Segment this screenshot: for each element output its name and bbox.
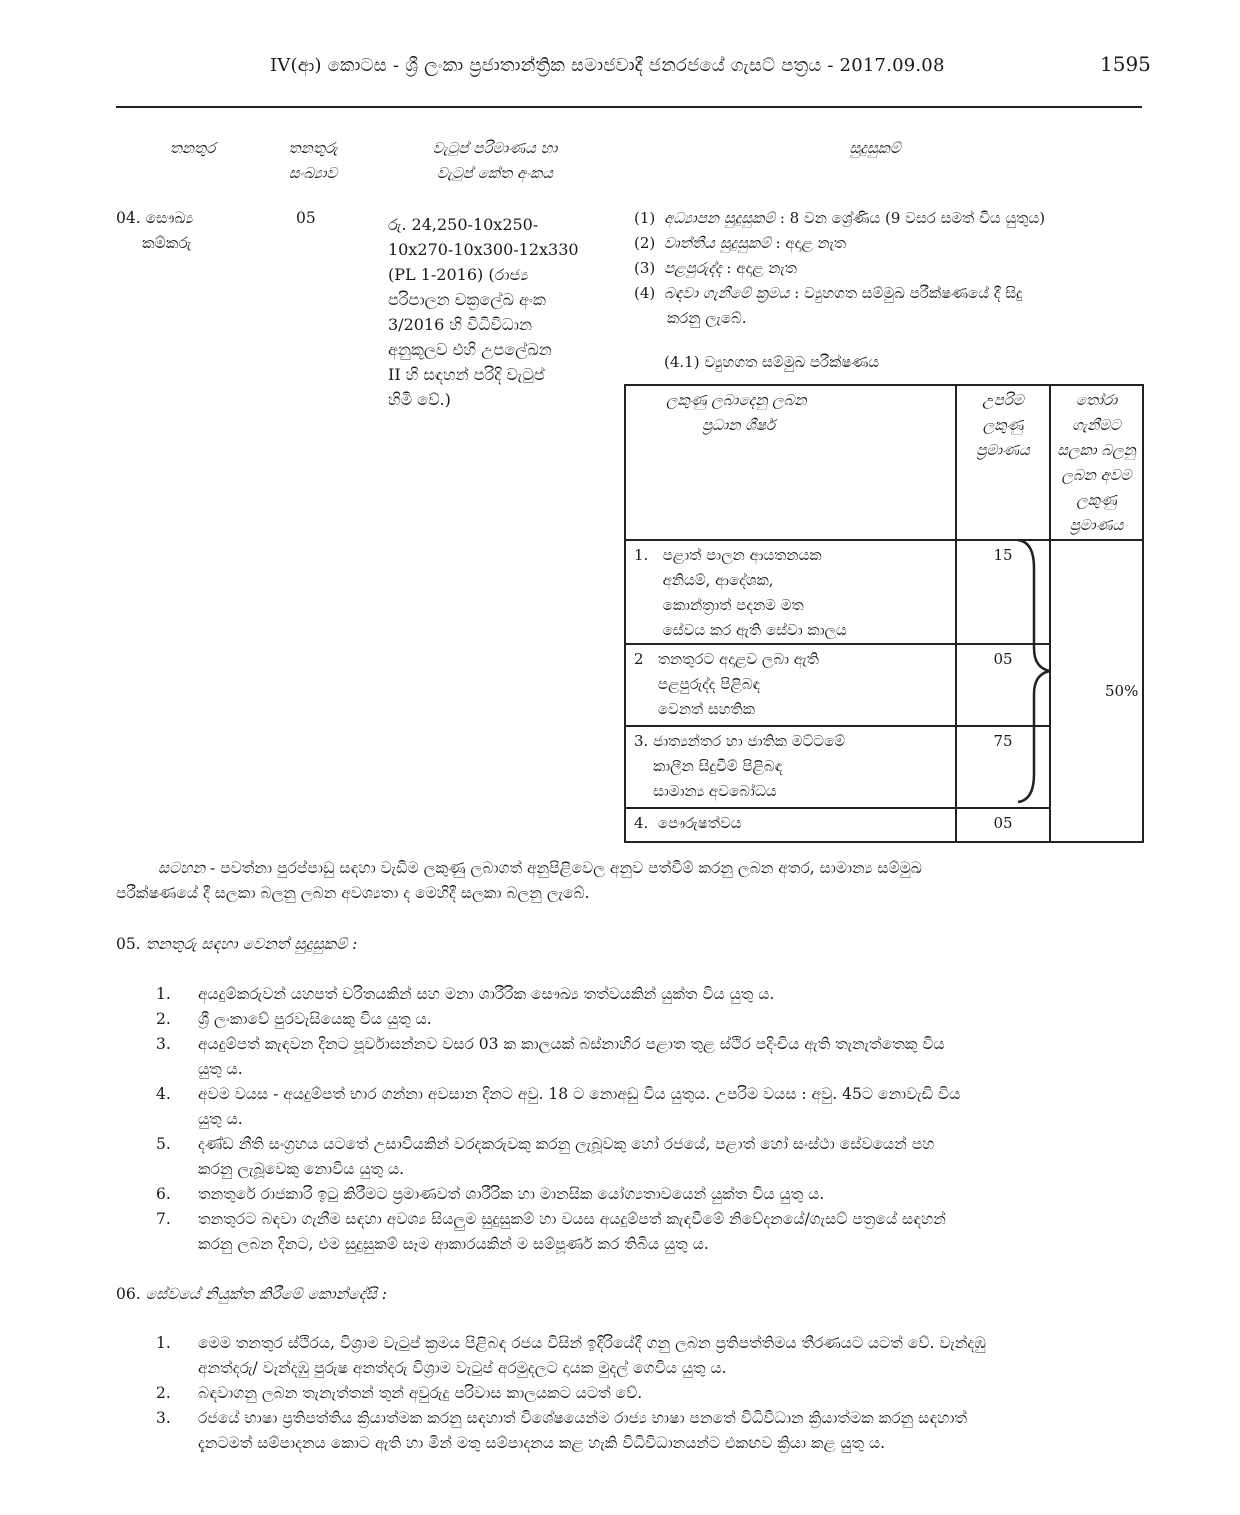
post-name xyxy=(116,206,236,256)
marks-row-criteria xyxy=(625,808,956,842)
curly-brace-icon xyxy=(1014,538,1054,804)
list-item xyxy=(116,1381,1146,1406)
note-label: සටහන xyxy=(158,859,206,877)
marks-criteria-line: පළපුරුද්ද පිළිබඳ xyxy=(634,675,761,693)
list-item xyxy=(116,1032,1146,1082)
col-head-post: තනතුර xyxy=(169,139,216,157)
salary-line: අනුකූලව එහි උපලේඛන xyxy=(388,340,552,359)
section-05-list xyxy=(116,982,1146,1257)
list-item-number: 2. xyxy=(156,1010,171,1028)
qual-label: පළපුරුද්ද xyxy=(664,259,722,277)
marks-criteria-line: වෙනත් සහතික xyxy=(634,700,755,718)
list-item-line: යුතු ය. xyxy=(198,1060,243,1078)
marks-criteria-line: 2 තනතුරට අදාළව ලබා ඇති xyxy=(634,650,819,668)
list-item-line: අනත්දරු/ වැන්දඹු පුරුෂ අනත්දරු විශ්‍රාම වැටුප් අරමුදලට දායක මුදල් ගෙවිය යුතු ය. xyxy=(198,1359,727,1377)
post-name-l1: 04. සෞඛ්‍ය xyxy=(116,209,194,227)
marks-criteria-line: අනියම්, ආදේශක, xyxy=(634,571,774,589)
list-item-line: මෙම තනතුර ස්ථිරය, විශ්‍රාම වැටුප් ක්‍රමය පිළිබඳ රජය විසින් ඉදිරියේදී ගනු ලබන ප්‍රතිපත්තිමය තීරණයට යටත් වේ. වැන්දඹු xyxy=(198,1334,986,1352)
qual-label: වෘත්තීය සුදුසුකම් xyxy=(664,234,771,252)
marks-criteria-line: 3. ජාත්‍යන්තර හා ජාතික මට්ටමේ xyxy=(634,732,846,750)
marks-head-min xyxy=(1050,385,1143,540)
qualifications-list xyxy=(634,206,1154,306)
marks-criteria-line: සේවය කර ඇති සේවා කාලය xyxy=(634,621,847,639)
marks-criteria-line: 4. පෞරුෂත්වය xyxy=(634,814,742,832)
qual-text: : අදාළ නැත xyxy=(721,259,797,277)
marks-head-min-line: සලකා බලනු xyxy=(1057,441,1136,459)
list-item xyxy=(116,1132,1146,1182)
marks-head-min-line: තෝරා ගැනීමට xyxy=(1072,391,1121,434)
post-name-l2: කම්කරු xyxy=(142,234,192,252)
col-head-salary xyxy=(395,136,595,186)
list-item xyxy=(116,982,1146,1007)
header-rule xyxy=(116,106,1142,108)
salary-scale xyxy=(388,212,598,412)
salary-line: II හි සඳහන් පරිදි වැටුප් xyxy=(388,365,545,384)
salary-line: පරිපාලන චක්‍රලේඛ අංක xyxy=(388,290,546,309)
marks-row-max: 05 xyxy=(956,644,1050,726)
marks-criteria-line: කොන්ත්‍රාත් පදනම මත xyxy=(634,596,804,614)
list-item-line: තනතුරේ රාජකාරි ඉටු කිරීමට ප්‍රමාණවත් ශාරීරික හා මානසික යෝග්‍යතාවයෙන් යුක්ත විය යුතු ය. xyxy=(198,1185,825,1203)
list-item-number: 6. xyxy=(156,1185,171,1203)
salary-line: හිමි වේ.) xyxy=(388,390,451,409)
list-item-line: ශ්‍රී ලංකාවේ පුරවැසියෙකු විය යුතු ය. xyxy=(198,1010,432,1028)
qual-number: (4) xyxy=(634,284,656,302)
list-item-number: 3. xyxy=(156,1409,171,1427)
section-06-list xyxy=(116,1331,1146,1456)
marks-head-criteria-l1: ලකුණු ලබාදෙනු ලබන xyxy=(666,391,807,409)
marks-min-total-cell xyxy=(1050,540,1143,842)
qual-item xyxy=(634,231,1154,256)
list-item-number: 7. xyxy=(156,1210,171,1228)
list-item-line: තනතුරට බඳවා ගැනීම සඳහා අවශ්‍ය සියලුම සුදුසුකම් හා වයස අයදුම්පත් කැඳවීමේ නිවේදනයේ/ගැසට් පත්‍රයේ සඳහන් xyxy=(198,1210,946,1228)
list-item-number: 1. xyxy=(156,1334,171,1352)
qual-label: අධ්‍යාපන සුදුසුකම් xyxy=(664,209,776,227)
list-item xyxy=(116,1331,1146,1381)
numbered-list xyxy=(116,982,1146,1257)
list-item-number: 2. xyxy=(156,1384,171,1402)
qual-text: : 8 වන ශ්‍රේණිය (9 වසර සමත් විය යුතුය) xyxy=(775,209,1046,227)
marks-head-max-line: ප්‍රමාණය xyxy=(976,441,1030,459)
marks-criteria-line: කාලීන සිදුවීම් පිළිබඳ xyxy=(634,757,783,775)
list-item xyxy=(116,1007,1146,1032)
col-head-count-l1: තනතුරු xyxy=(288,139,338,157)
col-head-count xyxy=(268,136,358,186)
marks-row-criteria xyxy=(625,644,956,726)
qual-label: බඳවා ගැනීමේ ක්‍රමය xyxy=(664,284,790,302)
list-item-line: බඳවාගනු ලබන තැනැත්තන් තුන් අවුරුදු පරිවාස කාලයකට යටත් වේ. xyxy=(198,1384,643,1402)
list-item xyxy=(116,1182,1146,1207)
marks-row-criteria xyxy=(625,540,956,644)
qual-item xyxy=(634,206,1154,231)
qual-item xyxy=(634,256,1154,281)
col-head-salary-l2: වැටුප් කේත අංකය xyxy=(436,164,554,182)
marks-row-criteria xyxy=(625,726,956,808)
section-05-number: 05. xyxy=(116,935,141,953)
note-line-2: පරීක්ෂණයේ දී සලකා බලනු ලබන අවශ්‍යතා ද මෙහිදී සලකා බලනු ලැබේ. xyxy=(116,884,590,902)
marks-head-max-line: ලකුණු xyxy=(982,416,1024,434)
marks-head-max xyxy=(956,385,1050,540)
list-item-line: යුතු ය. xyxy=(198,1110,243,1128)
gazette-header: IV(ආ) කොටස - ශ්‍රී ලංකා ප්‍රජාතාන්ත්‍රික සමාජවාදී ජනරජයේ ගැසට් පත්‍රය - 2017.09.08 xyxy=(270,55,945,76)
marks-head-min-line: ලකුණු xyxy=(1076,491,1117,509)
qual-item xyxy=(634,281,1154,306)
qual-number: (1) xyxy=(634,209,656,227)
salary-line: (PL 1-2016) (රාජ්‍ය xyxy=(388,265,529,284)
col-head-qual: සුදුසුකම් xyxy=(849,139,901,157)
qual-text: : අදාළ නැත xyxy=(770,234,847,252)
list-item-line: කරනු ලැබූවෙකු නොවිය යුතු ය. xyxy=(198,1160,405,1178)
marks-table-header xyxy=(625,385,1143,540)
marks-head-criteria-l2: ප්‍රධාන ශීර්ෂ xyxy=(702,416,776,434)
note-text-1: - පවත්නා පුරප්පාඩු සඳහා වැඩිම ලකුණු ලබාගත් අනුපිළිවෙල අනුව පත්වීම් කරනු ලබන අතර, සාමාන්‍ය සම්මුඛ xyxy=(205,859,922,877)
qual-number: (2) xyxy=(634,234,656,252)
marks-row-max: 05 xyxy=(956,808,1050,842)
section-06-title: සේවයේ නියුක්ත කිරීමේ කොන්දේසි : xyxy=(145,1285,388,1303)
list-item xyxy=(116,1082,1146,1132)
section-06-heading xyxy=(116,1282,387,1307)
qual-number: (3) xyxy=(634,259,656,277)
list-item-number: 5. xyxy=(156,1135,171,1153)
list-item-line: අවම වයස - අයදුම්පත් භාර ගන්නා අවසාන දිනට අවු. 18 ට නොඅඩු විය යුතුය. උපරිම වයස : අවු. 45ට නොවැඩි විය xyxy=(198,1085,961,1103)
list-item-number: 3. xyxy=(156,1035,171,1053)
marks-row-max: 75 xyxy=(956,726,1050,808)
col-head-count-l2: සංඛ්‍යාව xyxy=(288,164,338,182)
list-item xyxy=(116,1207,1146,1257)
numbered-list xyxy=(116,1331,1146,1456)
marks-head-min-line: ප්‍රමාණය xyxy=(1069,516,1124,534)
marks-head-min-line: ලබන අවම xyxy=(1061,466,1132,484)
marks-table xyxy=(624,384,1144,843)
qual-4-continued: කරනු ලැබේ. xyxy=(667,309,747,327)
marks-head-criteria xyxy=(625,385,956,540)
marks-criteria-line: 1. පළාත් පාලන ආයතනයක xyxy=(634,546,822,564)
marks-criteria-line: සාමාන්‍ය අවබෝධය xyxy=(634,782,777,800)
note-line-1 xyxy=(158,856,1148,881)
section-06-number: 06. xyxy=(116,1285,141,1303)
list-item-line: දැනටමත් සම්පාදනය කොට ඇති හා මින් මතු සම්පාදනය කළ හැකි විධිවිධානයන්ට එකඟව ක්‍රියා කළ යුතු ය. xyxy=(198,1434,886,1452)
salary-line: රු. 24,250-10x250- xyxy=(388,215,539,234)
list-item-number: 4. xyxy=(156,1085,171,1103)
list-item-line: දණ්ඩ නීති සංග්‍රහය යටතේ උසාවියකින් වරදකරුවකු කරනු ලැබූවකු හෝ රජයේ, පළාත් හෝ සංස්ථා සේවයෙන් පහ xyxy=(198,1135,935,1153)
section-05-title: තනතුරු සඳහා වෙනත් සුදුසුකම් : xyxy=(145,935,358,953)
interview-title: (4.1) ව්‍යුහගත සම්මුඛ පරීක්ෂණය xyxy=(664,353,880,371)
list-item-line: කරනු ලබන දිනට, එම සුදුසුකම් සෑම ආකාරයකින් ම සම්පූර්ණ කර තිබිය යුතු ය. xyxy=(198,1235,709,1253)
list-item-line: රජයේ භාෂා ප්‍රතිපත්තිය ක්‍රියාත්මක කරනු සඳහාත් විශේෂයෙන්ම රාජ්‍ය භාෂා පනතේ විධිවිධාන ක්‍රියාත්මක කරනු සඳහාත් xyxy=(198,1409,968,1427)
col-head-salary-l1: වැටුප් පරිමාණය හා xyxy=(432,139,558,157)
qual-text: : ව්‍යුහගත සම්මුඛ පරීක්ෂණයේ දී සිදු xyxy=(789,284,1023,302)
list-item xyxy=(116,1406,1146,1456)
list-item-line: අයදුම්පත් කැඳවන දිනට පූර්වාසන්නව වසර 03 ක කාලයක් බස්නාහිර පළාත තුළ ස්ථිර පදිංචිය ඇති තැනැත්තෙකු විය xyxy=(198,1035,945,1053)
page-number: 1595 xyxy=(1100,52,1151,76)
marks-min-total: 50% xyxy=(1105,681,1139,700)
marks-head-max-line: උපරිම xyxy=(982,391,1024,409)
list-item-number: 1. xyxy=(156,985,171,1003)
post-count: 05 xyxy=(296,209,316,227)
list-item-line: අයදුම්කරුවන් යහපත් චරිතයකින් සහ මනා ශාරීරික සෞඛ්‍ය තත්වයකින් යුක්ත විය යුතු ය. xyxy=(198,985,775,1003)
section-05-heading xyxy=(116,932,357,957)
salary-line: 3/2016 හි විධිවිධාන xyxy=(388,315,533,334)
table-row xyxy=(625,540,1143,644)
marks-row-max: 15 xyxy=(956,540,1050,644)
salary-line: 10x270-10x300-12x330 xyxy=(388,240,579,259)
